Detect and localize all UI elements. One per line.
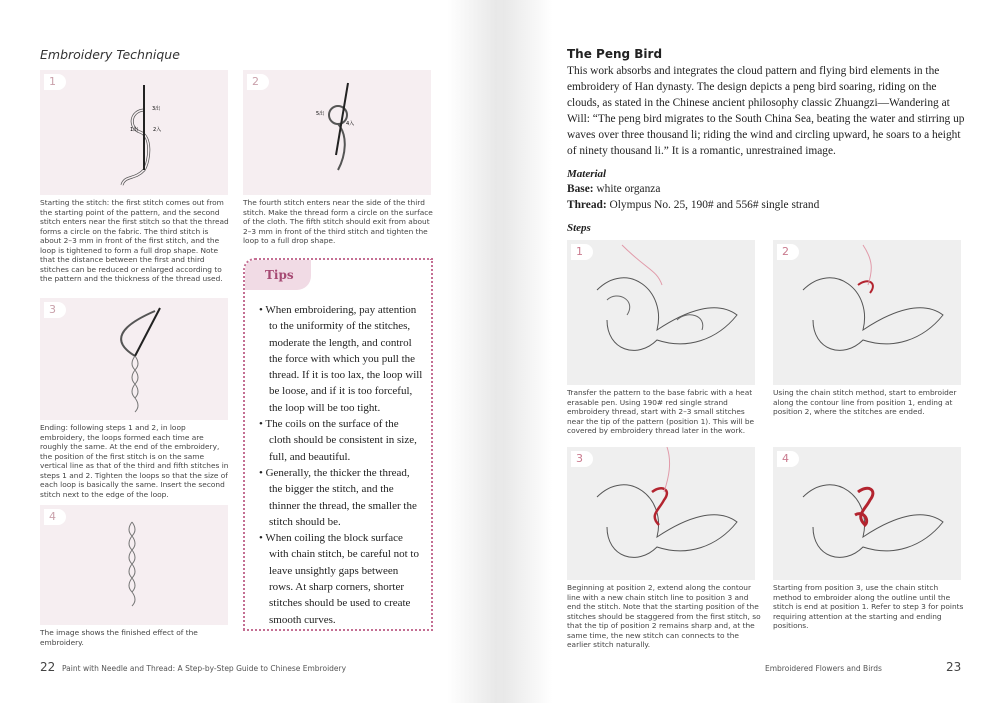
base-line: Base: white organza bbox=[567, 183, 661, 195]
figure-1: 1 3出 1出 2入 bbox=[40, 70, 228, 195]
page-number: 23 bbox=[946, 660, 962, 674]
figure-3 bbox=[40, 298, 228, 420]
figure-number: 2 bbox=[247, 74, 269, 90]
steps-heading: Steps bbox=[567, 222, 591, 234]
step-caption: Using the chain stitch method, start to embroider along the contour line from position 1, ending at position 2, where the stitches are ended. bbox=[773, 388, 957, 416]
step-photo-3: 3 bbox=[567, 447, 755, 580]
step-caption: Beginning at position 2, extend along the contour line with a new chain stitch line to position 3 and end the stitch. Note that the starting position of the stitches should be staggered from the first stitch, so that the tip of position 2 remains sharp and, at the same time, the new stitch can connects to the earlier stitch naturally. bbox=[567, 583, 761, 649]
tips-title: Tips bbox=[245, 260, 311, 290]
peng-bird-pattern bbox=[773, 240, 961, 385]
section-title: Embroidery Technique bbox=[40, 47, 180, 62]
running-footer: Embroidered Flowers and Birds bbox=[765, 664, 882, 673]
needle-loop-diagram bbox=[110, 80, 170, 190]
thread-line: Thread: Olympus No. 25, 190# and 556# single strand bbox=[567, 199, 820, 211]
left-page bbox=[0, 0, 497, 703]
needle-loop-diagram bbox=[308, 80, 368, 190]
figure-2: 2 5出 4入 bbox=[243, 70, 431, 195]
running-footer: Paint with Needle and Thread: A Step-by-Step Guide to Chinese Embroidery bbox=[62, 664, 347, 673]
step-caption: Starting from position 3, use the chain stitch method to embroider along the outline until the stitch is end at position 1. Refer to step 3 for points requiring attention at the starting and ending positions. bbox=[773, 583, 964, 630]
figure-number: 3 bbox=[44, 302, 66, 318]
tips-box bbox=[243, 258, 433, 631]
figure-caption: The fourth stitch enters near the side of the third stitch. Make the thread form a circle on the surface of the cloth. The fifth stitch should exit from about 2–3 mm in front of the third stitch and tighten the loop to a full drop shape. bbox=[243, 198, 433, 245]
project-title: The Peng Bird bbox=[567, 47, 663, 61]
page-number: 22 bbox=[40, 660, 56, 674]
peng-bird-pattern bbox=[567, 240, 755, 385]
figure-4 bbox=[40, 505, 228, 625]
peng-bird-pattern bbox=[773, 447, 961, 580]
step-photo-4: 4 bbox=[773, 447, 961, 580]
figure-caption: The image shows the finished effect of the embroidery. bbox=[40, 628, 198, 647]
figure-number: 4 bbox=[44, 509, 66, 525]
tip-item: • When coiling the block surface with chain stitch, be careful not to leave unsightly gaps between rows. At sharp corners, shorter stitches should be used to create smooth curves. bbox=[259, 530, 423, 628]
step-photo-2: 2 bbox=[773, 240, 961, 385]
step-photo-1: 1 bbox=[567, 240, 755, 385]
chain-stitch-diagram bbox=[110, 306, 180, 416]
peng-bird-pattern bbox=[567, 447, 755, 580]
tip-item: • When embroidering, pay attention to the uniformity of the stitches, moderate the length, and control the force with which you pull the thread. If it is too lax, the loop will be loose, and if it is too forceful, the loop will be too tight. bbox=[259, 302, 423, 416]
figure-number: 1 bbox=[44, 74, 66, 90]
figure-caption: Starting the stitch: the first stitch comes out from the starting point of the pattern, and the second stitch enters near the first stitch so that the thread forms a circle on the fabric. The third stitch is about 2–3 mm in front of the first stitch, and the loop is tightened to form a full drop shape. Note that the distance between the first and third stitches can be reduced or enlarged according to the pattern and the thickness of the thread used. bbox=[40, 198, 229, 283]
tip-item: • The coils on the surface of the cloth should be consistent in size, full, and beautiful. bbox=[259, 416, 423, 465]
finished-chain-diagram bbox=[122, 517, 142, 617]
step-caption: Transfer the pattern to the base fabric with a heat erasable pen. Using 190# red single strand embroidery thread, start with 2–3 small stitches near the tip of the pattern (position 1). This will be covered by embroidery thread later in the work. bbox=[567, 388, 755, 435]
intro-paragraph: This work absorbs and integrates the cloud pattern and flying bird elements in the embroidery of Han dynasty. The design depicts a peng bird soaring, riding on the clouds, as stated in the Chinese ancient philosophy classic Zhuangzi—Wandering at Will: “The peng bird migrates to the South China Sea, beating the water and stirring up waves over three thousand li; riding the wind and circling upward, he soars to a height of ninety thousand li.” It is a romantic, unrestrained image. bbox=[567, 65, 965, 157]
tips-list bbox=[259, 302, 423, 628]
figure-caption: Ending: following steps 1 and 2, in loop embroidery, the loops formed each time are roughly the same. At the end of the embroidery, the position of the first stitch is on the same vertical line as that of the third and fifth stitches in steps 1 and 2. Tighten the loops so that the size of each loop is basically the same. Insert the second stitch next to the edge of the loop. bbox=[40, 423, 229, 499]
material-heading: Material bbox=[567, 168, 607, 180]
tip-item: • Generally, the thicker the thread, the bigger the stitch, and the thinner the thread, the smaller the stitch should be. bbox=[259, 465, 423, 530]
right-page bbox=[503, 0, 1000, 703]
